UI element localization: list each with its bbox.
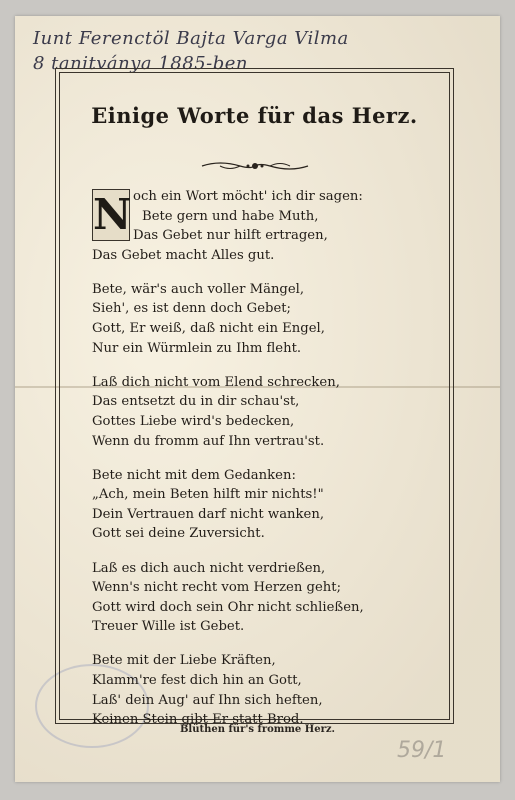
stanza-1 — [92, 187, 437, 265]
poem-line: Treuer Wille ist Gebet. — [92, 619, 245, 635]
poem-line: Wenn du fromm auf Ihn vertrau'st. — [92, 433, 325, 449]
pencil-mark: 59/1 — [397, 738, 447, 763]
poem-line: Bete gern und habe Muth, — [142, 208, 319, 224]
poem-line: Gott, Er weiß, daß nicht ein Engel, — [92, 321, 325, 337]
poem-frame — [59, 72, 450, 728]
stanza-2 — [92, 280, 437, 358]
stanza-6 — [92, 651, 437, 729]
poem-line: Laß' dein Aug' auf Ihn sich heften, — [92, 692, 323, 708]
poem-line: Bete nicht mit dem Gedanken: — [92, 467, 296, 483]
poem-line: Das Gebet macht Alles gut. — [92, 247, 275, 263]
poem-line: Bete mit der Liebe Kräften, — [92, 653, 276, 669]
poem-line: Laß dich nicht vom Elend schrecken, — [92, 374, 340, 390]
handwritten-inscription — [33, 26, 493, 76]
poem-line: Bete, wär's auch voller Mängel, — [92, 281, 305, 297]
poem-line: Wenn's nicht recht vom Herzen geht; — [92, 580, 342, 596]
poem-body — [92, 187, 437, 744]
poem-line: Das Gebet nur hilft ertragen, — [133, 228, 328, 244]
card-page — [15, 16, 500, 782]
poem-line: „Ach, mein Beten hilft mir nichts!" — [92, 487, 324, 503]
poem-line: Nur ein Würmlein zu Ihm fleht. — [92, 340, 302, 356]
stanza-3 — [92, 373, 437, 451]
poem-line: Keinen Stein gibt Er statt Brod. — [92, 712, 304, 728]
poem-line: Dein Vertrauen darf nicht wanken, — [92, 506, 325, 522]
stanza-5 — [92, 559, 437, 637]
poem-line: och ein Wort möcht' ich dir sagen: — [133, 189, 363, 204]
dropcap-letter: N — [93, 190, 132, 239]
poem-line: Gottes Liebe wird's bedecken, — [92, 413, 295, 429]
poem-line: Sieh', es ist denn doch Gebet; — [92, 301, 292, 317]
ornament-divider-icon — [200, 159, 310, 173]
poem-title: Einige Worte für das Herz. — [91, 103, 418, 128]
footer-caption: Blüthen für's fromme Herz. — [179, 724, 336, 735]
poem-line: Das entsetzt du in dir schau'st, — [92, 394, 300, 410]
poem-line: Gott wird doch sein Ohr nicht schließen, — [92, 599, 364, 615]
stanza-4 — [92, 466, 437, 544]
inscription-line-2: 8 tanitványa 1885-ben — [33, 53, 248, 74]
inscription-line-1: Iunt Ferenctöl Bajta Varga Vilma — [33, 28, 349, 49]
poem-line: Gott sei deine Zuversicht. — [92, 526, 265, 542]
poem-line: Klamm're fest dich hin an Gott, — [92, 672, 302, 688]
poem-line: Laß es dich auch nicht verdrießen, — [92, 560, 326, 576]
